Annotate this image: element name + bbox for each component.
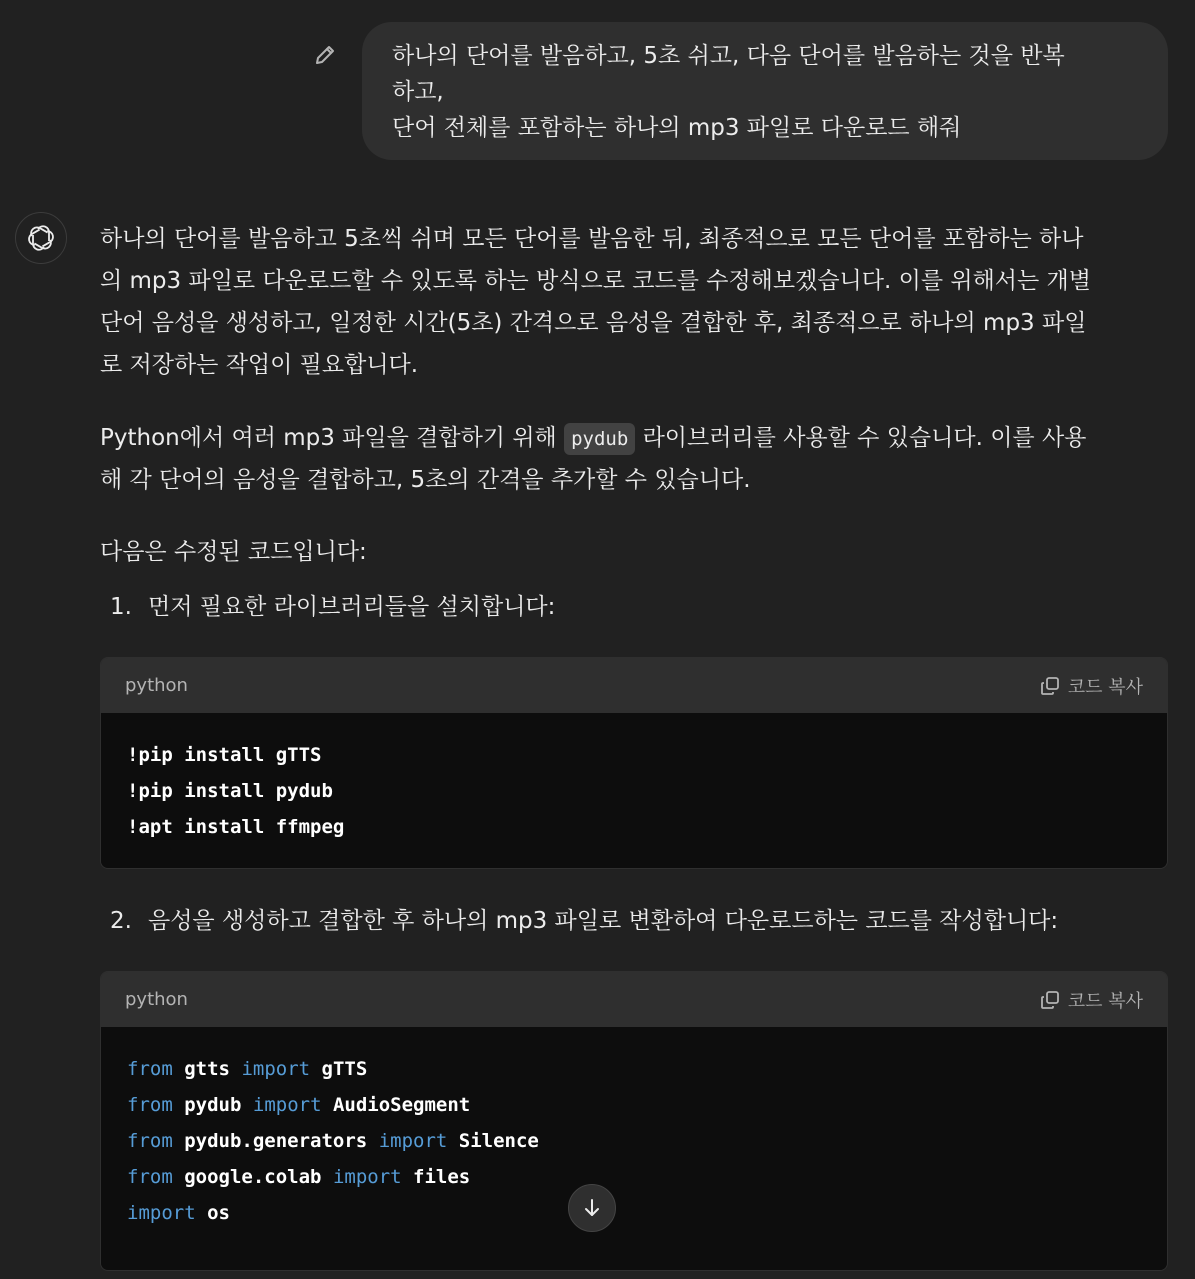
assistant-avatar	[15, 212, 67, 264]
list-number: 1.	[110, 594, 132, 620]
code-module: pydub.generators	[184, 1130, 368, 1152]
copy-icon	[1040, 676, 1060, 696]
code-header	[101, 658, 1167, 713]
copy-code-label: 코드 복사	[1067, 990, 1143, 1012]
code-language: python	[125, 675, 188, 696]
code-line	[127, 1195, 1141, 1231]
code-line	[127, 1087, 1141, 1123]
assistant-paragraph	[100, 531, 1175, 573]
code-keyword: import	[252, 1094, 322, 1116]
list-number: 2.	[110, 908, 132, 934]
code-module: os	[207, 1202, 230, 1224]
user-message-line: 하나의 단어를 발음하고, 5초 쉬고, 다음 단어를 발음하는 것을 반복	[392, 43, 1065, 69]
arrow-down-icon	[581, 1197, 603, 1219]
user-message-bubble	[362, 22, 1168, 160]
edit-icon[interactable]	[313, 43, 337, 67]
assistant-paragraph	[100, 218, 1175, 386]
code-line	[127, 1123, 1141, 1159]
code-keyword: from	[127, 1058, 173, 1080]
list-text: 먼저 필요한 라이브러리들을 설치합니다:	[148, 594, 556, 620]
code-keyword: import	[241, 1058, 311, 1080]
code-keyword: import	[127, 1202, 196, 1224]
code-keyword: import	[332, 1166, 402, 1188]
code-name: files	[413, 1166, 471, 1188]
code-keyword: from	[127, 1166, 173, 1188]
code-line	[127, 1051, 1141, 1087]
paragraph-line: 해 각 단어의 음성을 결합하고, 5초의 간격을 추가할 수 있습니다.	[100, 467, 751, 493]
code-keyword: import	[378, 1130, 448, 1152]
code-body	[101, 713, 1167, 869]
code-keyword: from	[127, 1094, 173, 1116]
paragraph-line: 하나의 단어를 발음하고 5초씩 쉬며 모든 단어를 발음한 뒤, 최종적으로 모든 단어를 포함하는 하나	[100, 226, 1084, 252]
paragraph-text: 라이브러리를 사용할 수 있습니다. 이를 사용	[635, 425, 1087, 451]
user-message-line: 단어 전체를 포함하는 하나의 mp3 파일로 다운로드 해줘	[392, 115, 962, 141]
copy-code-button[interactable]	[1040, 673, 1143, 699]
scroll-to-bottom-button[interactable]	[568, 1184, 616, 1232]
code-name: AudioSegment	[332, 1094, 471, 1116]
list-item	[110, 589, 555, 625]
code-language: python	[125, 989, 188, 1010]
code-header	[101, 972, 1167, 1027]
code-line: !pip install gTTS	[127, 744, 322, 766]
code-module: pydub	[184, 1094, 242, 1116]
code-keyword: from	[127, 1130, 173, 1152]
code-line: !apt install ffmpeg	[127, 816, 345, 838]
code-module: google.colab	[184, 1166, 322, 1188]
list-item	[110, 903, 1058, 939]
code-block	[100, 971, 1168, 1271]
code-module: gtts	[184, 1058, 230, 1080]
chatgpt-logo-icon	[27, 224, 55, 252]
inline-code: pydub	[564, 423, 635, 455]
code-line	[127, 1159, 1141, 1195]
paragraph-line: 다음은 수정된 코드입니다:	[100, 539, 367, 565]
user-message-line: 하고,	[392, 79, 444, 105]
code-block	[100, 657, 1168, 869]
paragraph-line	[100, 417, 1175, 459]
code-line: !pip install pydub	[127, 780, 333, 802]
paragraph-line: 의 mp3 파일로 다운로드할 수 있도록 하는 방식으로 코드를 수정해보겠습니다. 이를 위해서는 개별	[100, 268, 1091, 294]
list-text: 음성을 생성하고 결합한 후 하나의 mp3 파일로 변환하여 다운로드하는 코드를 작성합니다:	[148, 908, 1059, 934]
code-body	[101, 1027, 1167, 1271]
paragraph-line: 로 저장하는 작업이 필요합니다.	[100, 352, 419, 378]
assistant-paragraph	[100, 417, 1175, 501]
copy-code-button[interactable]	[1040, 987, 1143, 1013]
paragraph-text: Python에서 여러 mp3 파일을 결합하기 위해	[100, 425, 565, 451]
paragraph-line: 단어 음성을 생성하고, 일정한 시간(5초) 간격으로 음성을 결합한 후, 최종적으로 하나의 mp3 파일	[100, 310, 1087, 336]
copy-icon	[1040, 990, 1060, 1010]
copy-code-label: 코드 복사	[1067, 676, 1143, 698]
code-name: gTTS	[321, 1058, 368, 1080]
code-name: Silence	[458, 1130, 539, 1152]
